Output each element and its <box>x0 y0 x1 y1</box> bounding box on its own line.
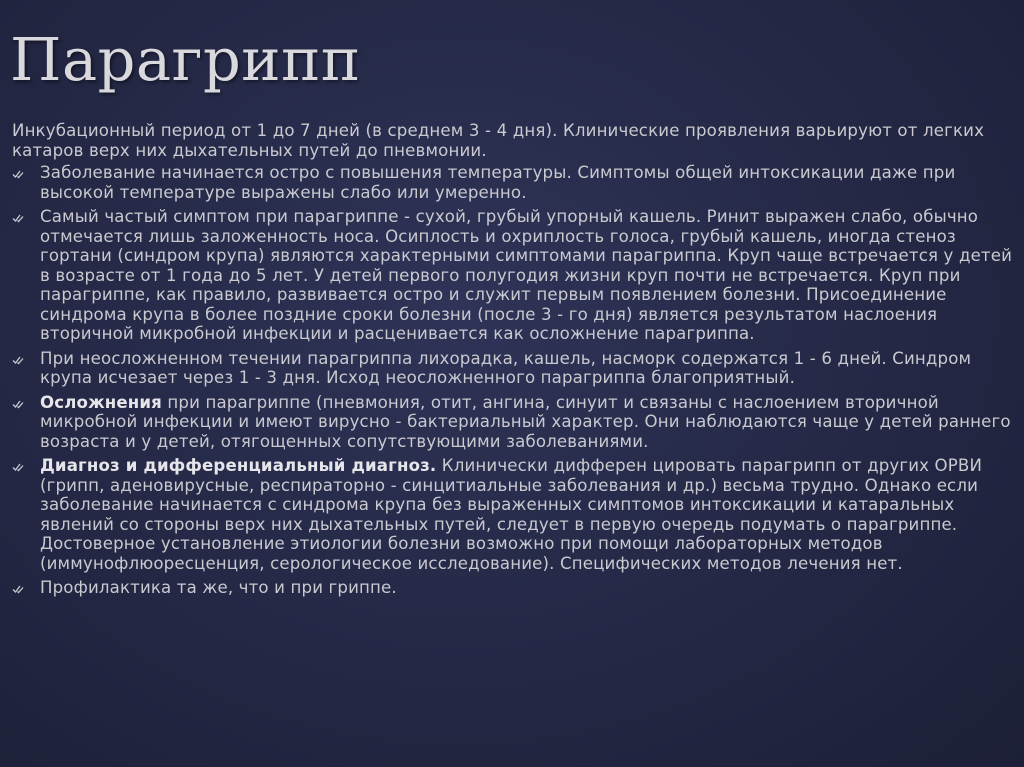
bullet-lead: Диагноз и дифференциальный диагноз. <box>40 456 437 475</box>
bullet-text: при парагриппе (пневмония, отит, ангина, синуит и связаны с наслоением вторичной микробной инфекции и имеют вирусно - бактериальный характер. Они наблюдаются чаще у детей раннего возраста и у детей, отягощенных сопутствующими заболеваниями. <box>40 392 1011 451</box>
double-check-icon <box>12 398 24 410</box>
double-check-icon <box>12 583 24 595</box>
slide-content <box>12 121 1016 603</box>
list-item <box>12 393 1016 452</box>
list-item <box>12 349 1016 388</box>
intro-paragraph: Инкубационный период от 1 до 7 дней (в среднем 3 - 4 дня). Клинические проявления варьируют от легких катаров верх них дыхательных путей до пневмонии. <box>12 121 985 160</box>
double-check-icon <box>12 212 24 224</box>
list-item <box>12 163 1016 202</box>
bullet-lead: Осложнения <box>40 392 162 412</box>
slide-title: Парагрипп <box>10 25 361 94</box>
bullet-text: Профилактика та же, что и при гриппе. <box>40 578 397 597</box>
list-item <box>12 578 1016 598</box>
double-check-icon <box>12 354 24 366</box>
bullet-text: Заболевание начинается остро с повышения температуры. Симптомы общей интоксикации даже при высокой температуре выражены слабо или умеренно. <box>40 163 956 202</box>
list-item <box>12 207 1016 344</box>
list-item <box>12 456 1016 573</box>
bullet-text: Самый частый симптом при парагриппе - сухой, грубый упорный кашель. Ринит выражен слабо, обычно отмечается лишь заложенность носа. Осиплость и охриплость голоса, грубый кашель, иногда стеноз гортани (синдром крупа) являются характерными симптомами парагриппа. Круп чаще встречается у детей в возрасте от 1 года до 5 лет. У детей первого полугодия жизни круп почти не встречается. Круп при парагриппе, как правило, развивается остро и служит первым появлением болезни. Присоединение синдрома крупа в более поздние сроки болезни (после 3 - го дня) является результатом наслоения вторичной микробной инфекции и расценивается как осложнение парагриппа. <box>40 207 1013 343</box>
double-check-icon <box>12 461 24 473</box>
bullet-text: Клинически дифферен цировать парагрипп от других ОРВИ (грипп, аденовирусные, респираторно - синцитиальные заболевания и др.) весьма трудно. Однако если заболевание начинается с синдрома крупа без выраженных симптомов интоксикации и катаральных явлений со стороны верх них дыхательных путей, следует в первую очередь подумать о парагриппе. Достоверное установление этиологии болезни возможно при помощи лабораторных методов (иммунофлюоресценция, серологическое исследование). Специфических методов лечения нет. <box>40 456 983 573</box>
bullet-list <box>12 163 1016 598</box>
double-check-icon <box>12 168 24 180</box>
bullet-text: При неосложненном течении парагриппа лихорадка, кашель, насморк содержатся 1 - 6 дней. Синдром крупа исчезает через 1 - 3 дня. Исход неосложненного парагриппа благоприятный. <box>40 348 972 387</box>
